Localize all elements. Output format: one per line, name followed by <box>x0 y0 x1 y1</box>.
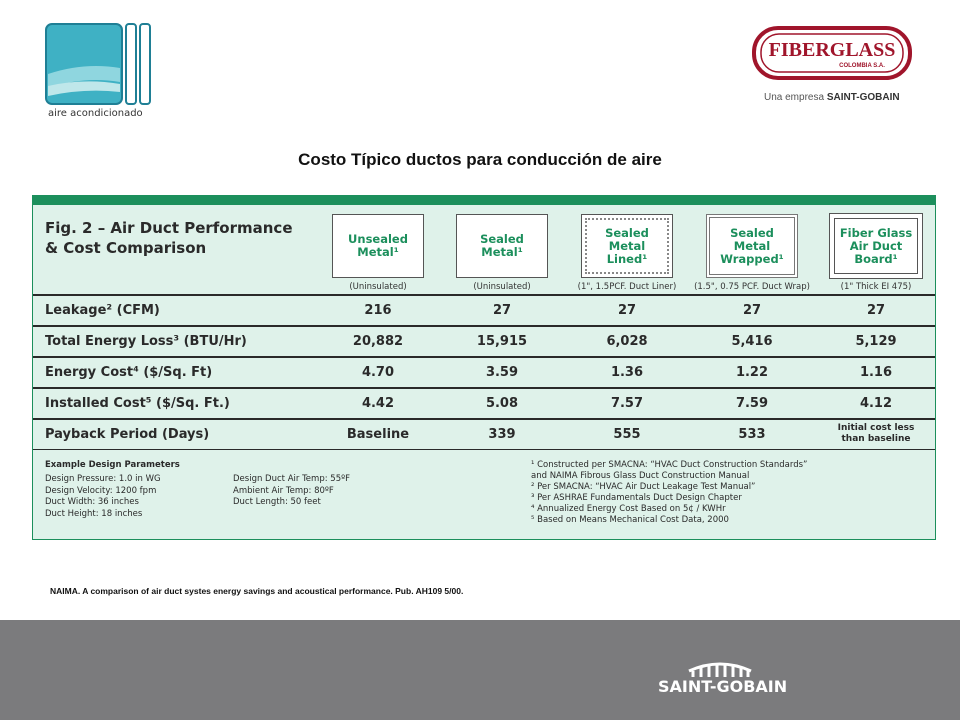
duct-type-label: Sealed Metal Lined¹ <box>605 225 649 266</box>
duct-type-box <box>830 214 922 278</box>
table-cell: 5,129 <box>855 334 897 349</box>
table-cell: 5.08 <box>485 396 519 411</box>
figure-title <box>45 218 293 258</box>
design-parameters-right <box>233 474 350 509</box>
fiberglass-tagline <box>764 92 900 103</box>
table-row <box>33 325 935 358</box>
left-logo-caption: aire acondicionado <box>48 108 143 119</box>
performance-figure <box>32 195 936 540</box>
design-parameter: Duct Width: 36 inches <box>45 497 139 507</box>
duct-type-caption: (1" Thick EI 475) <box>840 282 912 292</box>
fiberglass-sub: COLOMBIA S.A. <box>839 63 885 69</box>
design-parameter: Design Velocity: 1200 fpm <box>45 485 157 496</box>
table-cell: 6,028 <box>606 334 648 349</box>
table-bottom-rule <box>33 449 935 450</box>
fiberglass-brand: FIBERGLASS <box>768 39 896 61</box>
saint-gobain-footer-logo: SAINT-GOBAIN <box>658 677 788 696</box>
table-cell: 27 <box>492 303 512 318</box>
table-cell: 20,882 <box>352 334 404 349</box>
design-parameters-title: Example Design Parameters <box>45 460 180 470</box>
row-label: Energy Cost⁴ ($/Sq. Ft) <box>45 365 213 380</box>
table-cell: 216 <box>364 303 392 318</box>
tagline-prefix: Una empresa <box>764 92 825 103</box>
table-cell: 4.70 <box>361 365 395 380</box>
duct-type-label: Unsealed Metal¹ <box>348 232 408 259</box>
table-cell: 15,915 <box>476 334 528 349</box>
duct-type-label: Fiber Glass Air Duct Board¹ <box>839 225 913 266</box>
fiberglass-logo <box>752 26 912 82</box>
table-row <box>33 294 935 327</box>
table-cell: 1.22 <box>735 365 769 380</box>
row-label: Total Energy Loss³ (BTU/Hr) <box>45 334 247 349</box>
figure-top-bar <box>33 196 935 205</box>
table-cell: 5,416 <box>731 334 773 349</box>
design-parameter: Design Pressure: 1.0 in WG <box>45 474 161 484</box>
design-parameter: Duct Height: 18 inches <box>45 508 143 519</box>
table-cell: 4.12 <box>859 396 893 411</box>
duct-type-box <box>706 214 798 278</box>
figure-title-line2: & Cost Comparison <box>45 239 207 257</box>
design-parameter: Ambient Air Temp: 80ºF <box>233 485 334 496</box>
row-label: Leakage² (CFM) <box>45 303 160 318</box>
table-row <box>33 387 935 420</box>
table-cell: 27 <box>866 303 886 318</box>
tagline-brand: SAINT-GOBAIN <box>826 92 900 103</box>
table-cell: 1.36 <box>610 365 644 380</box>
table-cell: 1.16 <box>859 365 893 380</box>
design-parameters-left <box>45 474 161 520</box>
table-cell: Baseline <box>346 427 410 442</box>
table-row <box>33 356 935 389</box>
duct-type-box <box>581 214 673 278</box>
table-cell: 3.59 <box>485 365 519 380</box>
duct-type-label: Sealed Metal Wrapped¹ <box>720 225 784 266</box>
table-cell: 27 <box>742 303 762 318</box>
table-cell: 533 <box>738 427 766 442</box>
table-cell: 7.59 <box>735 396 769 411</box>
duct-type-caption: (Uninsulated) <box>349 282 407 292</box>
design-parameter: Design Duct Air Temp: 55ºF <box>233 474 350 484</box>
duct-type-box <box>332 214 424 278</box>
aire-acondicionado-logo <box>44 22 156 122</box>
row-label: Payback Period (Days) <box>45 427 210 442</box>
duct-type-label: Sealed Metal¹ <box>480 232 524 259</box>
page-title: Costo Típico ductos para conducción de aire <box>298 150 662 169</box>
duct-type-caption: (1.5", 0.75 PCF. Duct Wrap) <box>694 282 810 292</box>
table-cell: 4.42 <box>361 396 395 411</box>
table-cell: Initial cost less than baseline <box>837 423 915 444</box>
row-label: Installed Cost⁵ ($/Sq. Ft.) <box>45 396 230 411</box>
table-cell: 339 <box>488 427 516 442</box>
design-parameters <box>45 460 350 519</box>
table-cell: 555 <box>613 427 641 442</box>
duct-type-caption: (Uninsulated) <box>473 282 531 292</box>
figure-title-line1: Fig. 2 – Air Duct Performance <box>45 219 293 237</box>
table-cell: 7.57 <box>610 396 644 411</box>
duct-type-box <box>456 214 548 278</box>
table-row <box>33 418 935 451</box>
footnotes: ¹ Constructed per SMACNA: “HVAC Duct Construction Standards” and NAIMA Fibrous Glass Duct Construction Manual ² Per SMACNA: “HVAC Air Duct Leakage Test Manual” ³ Per ASHRAE Fundamentals Duct Design Chapter ⁴ Annualized Energy Cost Based on 5¢ / KWHr ⁵ Based on Means Mechanical Cost Data, 2000 <box>531 460 808 525</box>
design-parameter: Duct Length: 50 feet <box>233 497 321 507</box>
source-reference: NAIMA. A comparison of air duct systes energy savings and acoustical performance. Pub. AH109 5/00. <box>50 586 464 596</box>
footer-bar <box>0 620 960 720</box>
table-cell: 27 <box>617 303 637 318</box>
duct-type-caption: (1", 1.5PCF. Duct Liner) <box>577 282 677 292</box>
